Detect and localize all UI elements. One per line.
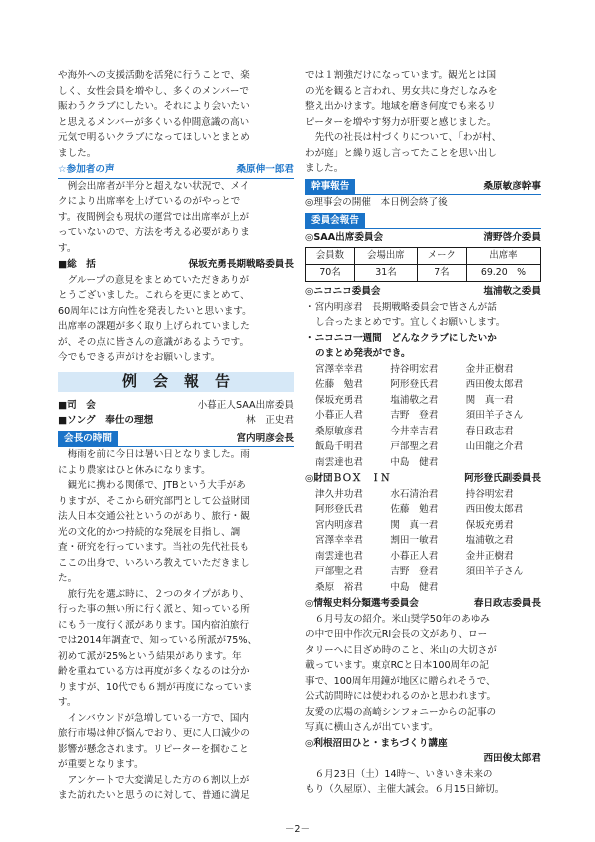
member-name: 戸部聖之君 (390, 441, 439, 452)
member-name: 今井幸吉君 (390, 425, 439, 437)
member-name: 金井正樹君 (465, 550, 514, 562)
text-line: ました。 (305, 163, 344, 174)
text-line: 初めて派が25%という結果があります。年 (58, 650, 242, 662)
president-time-tag: 会長の時間 (58, 431, 118, 446)
text-line: のまとめ発表ができ。 (315, 348, 411, 359)
summary-heading (58, 257, 294, 273)
section-title: ☆参加者の声 (58, 164, 115, 175)
text-line: 梅雨を前に今日は暑い日となりました。雨 (67, 449, 250, 460)
table-header-cell: 会員数 (306, 248, 355, 265)
meeting-report-banner: 例会報告 (58, 372, 294, 392)
participant-voice-text (58, 179, 294, 257)
member-name: 津久井功君 (315, 488, 363, 500)
text-line: インバウンドが急増している一方で、国内 (67, 712, 250, 724)
member-name: 西田俊太郎君 (465, 379, 524, 390)
text-line: 60周年には方向性を発表したいと思います。 (58, 305, 252, 317)
text-line: 法人日本交通公社というのがあり、旅行・観 (58, 511, 250, 522)
song-row (58, 413, 294, 429)
member-name: 南雲達也君 (315, 550, 363, 562)
right-column (305, 68, 541, 798)
text-line: しく、女性会員を増やし、多くのメンバーで (58, 85, 250, 97)
member-name: 阿形登氏君 (315, 504, 363, 515)
member-name: 桑原 裕君 (315, 581, 363, 593)
member-name: 塩浦敬之君 (465, 535, 514, 546)
table-row (306, 248, 541, 265)
text-line: 元気で明るいクラブになってほしいとまとめ (58, 132, 250, 143)
text-line: ６月号友の紹介。米山奨学50年のあゆみ (314, 613, 490, 625)
box-names-list (315, 487, 541, 596)
member-name: 山田龍之介君 (465, 441, 524, 452)
committee-report-tag: 委員会報告 (305, 213, 365, 228)
table-header-cell: 会場出席 (355, 248, 418, 265)
text-line: ６月23日（土）14時～、いきいき未来の (314, 768, 493, 780)
text-line: ・ニコニコ一週間 どんなクラブにしたいか (305, 332, 497, 344)
speaker-name: 桑原敏彦幹事 (483, 180, 541, 192)
chair-name: 小暮正人SAA出席委員 (197, 399, 294, 411)
niko-names-list (315, 362, 541, 471)
member-name: 西田俊太郎君 (465, 504, 524, 515)
text-line: クにより出席率を上げているのがやっとで (58, 196, 241, 207)
member-name: 南雲達也君 (315, 456, 363, 468)
member-name: 金井正樹君 (465, 363, 514, 375)
member-name: 関 真一君 (390, 519, 439, 531)
lecture-title: ◎利根沼田ひと・まちづくり講座 (305, 737, 448, 749)
table-cell: 7名 (417, 265, 466, 282)
text-line: が、その点に皆さんの意識があるようです。 (58, 336, 250, 348)
text-line: の中で田中作次元RI会長の文があり、ロー (305, 629, 488, 640)
table-cell: 69.20 % (466, 265, 540, 282)
text-line: の光を観ると言われ、男女共に身だしなみを (305, 85, 498, 97)
text-line: 友愛の広場の高崎シンフォニーからの記事の (305, 706, 497, 718)
section-title: ■総 括 (58, 259, 96, 270)
member-name: 戸部聖之君 (315, 566, 363, 577)
member-name: 中島 健君 (390, 456, 439, 468)
member-name: 阿形登氏君 (390, 379, 439, 390)
member-name: 小暮正人君 (315, 410, 363, 421)
speaker-name: 宮内明彦会長 (236, 432, 294, 444)
text-line: し合ったまとめです。宜しくお願いします。 (315, 317, 506, 328)
info-committee-heading (305, 596, 541, 612)
text-line: 賑わうクラブにしたい。それにより会いたい (58, 101, 250, 112)
continued-text (305, 68, 541, 177)
lecture-text (305, 767, 541, 798)
text-line: タリーへに目ざめ時のこと、米山の大切さが (305, 644, 497, 656)
text-line: 行った事の無い所に行く派と、知っている所 (58, 604, 250, 615)
text-line: ました。 (58, 147, 97, 159)
table-header-cell: 出席率 (466, 248, 540, 265)
text-line: また訪れたいと思うのに対して、普通に満足 (58, 790, 250, 801)
text-line: 光の文化的かつ持続的な発展を目指し、調 (58, 526, 241, 538)
summary-text (58, 273, 294, 366)
member-name: 佐藤 勉君 (390, 504, 439, 515)
member-name: 保坂充勇君 (465, 519, 514, 531)
text-line: た。 (58, 573, 78, 584)
member-name: 小暮正人君 (390, 550, 439, 562)
member-name: 須田羊子さん (465, 566, 524, 577)
secretary-report-line: ◎理事会の開催 本日例会終了後 (305, 197, 448, 208)
member-name: 水石清治君 (390, 488, 439, 500)
section-title: ◎ニコニコ委員会 (305, 286, 381, 297)
page-number: －2－ (284, 824, 311, 835)
member-name: 桑原敏彦君 (315, 425, 363, 437)
text-line: 写真に横山さんが出ています。 (305, 722, 439, 733)
section-title: ◎情報史料分類選考委員会 (305, 598, 419, 609)
secretary-report-heading (305, 179, 541, 196)
section-title: ◎財団ＢＯＸ ＩＮ (305, 473, 391, 484)
table-cell: 70名 (306, 265, 355, 282)
participant-voice-heading (58, 162, 294, 179)
member-name: 持谷明宏君 (465, 488, 514, 500)
text-line: や海外への支援活動を活発に行うことで、楽 (58, 70, 250, 81)
member-name: 宮内明彦君 (315, 519, 363, 531)
text-line: わが庭」と繰り返し言ってたことを思い出し (305, 147, 497, 159)
chair-label: ■司 会 (58, 399, 96, 411)
member-name: 春日政志君 (465, 425, 514, 437)
speaker-name: 保坂充勇長期戦略委員長 (188, 259, 294, 270)
text-line: す。夜間例会も現状の運営では出席率が上が (58, 211, 250, 223)
table-cell: 31名 (355, 265, 418, 282)
text-line: す。 (58, 242, 77, 254)
speaker-name: 阿形登氏副委員長 (464, 473, 541, 484)
text-line: す。 (58, 697, 77, 708)
text-line: とうございました。これらを更にまとめて、 (58, 290, 250, 301)
text-line: では2014年調査で、知っている所派が75%、 (58, 635, 258, 646)
text-line: と思えるメンバーが多くいる仲間意識の高い (58, 116, 250, 128)
text-line: 齢を重ねている方は再度が多くなるのは分か (58, 666, 250, 677)
text-line: 影響が懸念されます。リピーターを掴むこと (58, 743, 249, 755)
president-time-heading (58, 431, 294, 448)
text-line: もり（久屋原）、主催大誠会。６月15日締切。 (305, 784, 505, 795)
section-title: ◎SAA出席委員会 (305, 231, 384, 243)
member-name: 保坂充勇君 (315, 394, 363, 406)
member-name: 関 真一君 (465, 394, 514, 406)
intro-text (58, 68, 294, 161)
member-name (466, 455, 541, 471)
text-line: 今でもできる声がけをお願いします。 (58, 352, 221, 363)
song-leader: 林 正史君 (246, 415, 294, 426)
member-name: 吉野 登君 (390, 566, 439, 577)
text-line: ピーターを増やす努力が肝要と感じました。 (305, 116, 497, 128)
text-line: では１割強だけになっています。観光とは国 (305, 70, 497, 81)
text-line: 観光に携わる関係で、JTBという大手があ (67, 480, 246, 491)
text-line: 査・研究を行っています。当社の先代社長も (58, 542, 250, 553)
member-name: 塩浦敬之君 (390, 394, 439, 406)
text-line: にもう一度行く派があります。国内宿泊旅行 (58, 619, 250, 631)
speaker-name: 清野啓介委員 (483, 231, 541, 243)
member-name: 割田一敏君 (390, 535, 439, 546)
member-name: 飯島千明君 (315, 441, 363, 452)
member-name (466, 580, 541, 596)
table-header-cell: メーク (417, 248, 466, 265)
left-column (58, 68, 294, 804)
text-line: 整え出かけます。地域を磨き何度でも来るリ (305, 101, 497, 112)
president-time-text (58, 447, 294, 804)
text-line: りますが、10代でも６割が再度になっていま (58, 681, 253, 693)
text-line: っていないので、方法を考える必要がありま (58, 227, 250, 238)
text-line: が重要となります。 (58, 759, 144, 770)
member-name: 吉野 登君 (390, 410, 439, 421)
text-line: グループの意見をまとめていただきありが (67, 274, 250, 286)
foundation-box-heading (305, 471, 541, 487)
text-line: りますが、そこから研究部門として公益財団 (58, 495, 250, 507)
saa-committee-heading (305, 230, 541, 246)
member-name: 佐藤 勉君 (315, 379, 363, 390)
attendance-table (305, 247, 541, 282)
member-name: 宮澤幸幸君 (315, 535, 363, 546)
member-name: 持谷明宏君 (390, 363, 439, 375)
table-row (306, 265, 541, 282)
niko-committee-heading (305, 284, 541, 300)
text-line: アンケートで大変満足した方の６割以上が (67, 774, 250, 786)
text-line: 公式訪問時には使われるのかと思われます。 (305, 691, 497, 702)
song-label: ■ソング 奉仕の理想 (58, 415, 154, 426)
member-name: 須田羊子さん (465, 410, 524, 421)
text-line: 事で、100周年用鐘が地区に贈られそうで、 (305, 675, 496, 687)
info-committee-text (305, 612, 541, 736)
speaker-name: 春日政志委員長 (473, 598, 541, 609)
member-name: 中島 健君 (390, 581, 439, 593)
text-line: により農家はひと休みになります。 (58, 464, 211, 476)
lecture-speaker: 西田俊太郎君 (483, 753, 541, 764)
chair-row (58, 398, 294, 414)
speaker-name: 塩浦敬之委員 (483, 286, 541, 297)
text-line: 旅行市場は伸び悩んでおり、更に人口減少の (58, 728, 250, 739)
text-line: 先代の社長は村づくりについて、「わが村、 (314, 132, 502, 143)
committee-report-heading (305, 213, 541, 229)
text-line: ・宮内明彦君 長期戦略委員会で皆さんが話 (305, 301, 497, 313)
secretary-report-tag: 幹事報告 (305, 179, 355, 194)
text-line: 例会出席者が半分と超えない状況で、メイ (67, 180, 250, 192)
text-line: 出席率の課題が多く取り上げられていました (58, 321, 250, 332)
member-name: 宮澤幸幸君 (315, 363, 363, 375)
speaker-name: 桑原伸一郎君 (236, 164, 294, 175)
text-line: ここの出身で、いろいろ教えていただきまし (58, 557, 250, 569)
text-line: 旅行先を選ぶ時に、２つのタイプがあり、 (67, 588, 250, 600)
text-line: 載っています。東京RCと日本100周年の記 (305, 660, 489, 671)
